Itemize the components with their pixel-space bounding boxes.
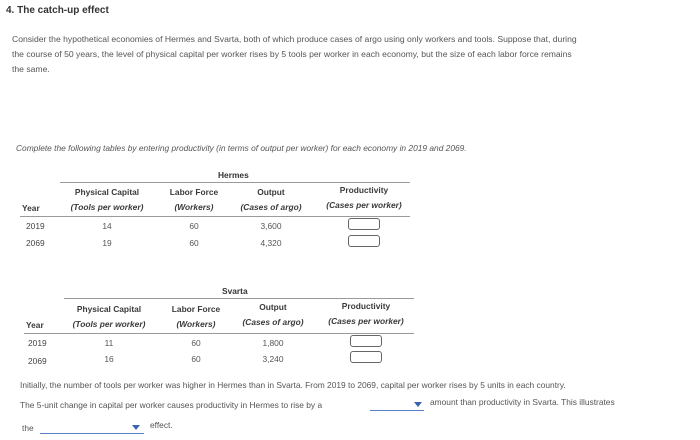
header-productivity: Productivity (Cases per worker) [328, 301, 404, 326]
question-line: effect. [150, 420, 173, 430]
output-cell: 4,320 [260, 238, 282, 248]
output-cell: 1,800 [262, 338, 284, 348]
header-capital: Physical Capital (Tools per worker) [70, 187, 144, 212]
intro-line: the same. [12, 64, 50, 74]
chevron-down-icon [414, 402, 422, 407]
productivity-input[interactable] [348, 235, 380, 247]
output-cell: 3,240 [262, 354, 284, 364]
table-rule [20, 216, 410, 217]
question-line: the [22, 423, 34, 433]
labor-cell: 60 [191, 354, 201, 364]
header-year: Year [26, 320, 44, 330]
question-line: amount than productivity in Svarta. This illustrates [430, 397, 615, 407]
year-cell: 2069 [28, 356, 47, 366]
table-rule [64, 298, 414, 299]
question-line: Initially, the number of tools per worker was higher in Hermes than in Svarta. From 2019 to 2069, capital per worker rises by 5 units in each country. [20, 380, 566, 390]
labor-cell: 60 [191, 338, 201, 348]
output-cell: 3,600 [260, 221, 282, 231]
instruction-text: Complete the following tables by entering productivity (in terms of output per worker) for each economy in 2019 and 2069. [16, 143, 467, 153]
header-labor: Labor Force (Workers) [171, 304, 221, 329]
year-cell: 2019 [28, 338, 47, 348]
intro-paragraph [12, 32, 672, 77]
productivity-input[interactable] [350, 351, 382, 363]
amount-dropdown[interactable] [370, 399, 424, 411]
effect-dropdown[interactable] [40, 422, 144, 434]
intro-line: the course of 50 years, the level of physical capital per worker rises by 5 tools per worker in each economy, but the size of each labor force remains [12, 49, 572, 59]
header-productivity: Productivity (Cases per worker) [326, 185, 402, 210]
header-year: Year [22, 203, 40, 213]
header-output: Output (Cases of argo) [240, 187, 302, 212]
chevron-down-icon [132, 425, 140, 430]
section-title: 4. The catch-up effect [6, 5, 109, 16]
question-line: The 5-unit change in capital per worker causes productivity in Hermes to rise by a [20, 400, 323, 410]
capital-cell: 19 [102, 238, 112, 248]
year-cell: 2069 [26, 238, 45, 248]
header-capital: Physical Capital (Tools per worker) [72, 304, 146, 329]
productivity-input[interactable] [348, 218, 380, 230]
productivity-input[interactable] [350, 335, 382, 347]
year-cell: 2019 [26, 221, 45, 231]
capital-cell: 11 [104, 338, 114, 348]
labor-cell: 60 [189, 221, 199, 231]
capital-cell: 16 [104, 354, 114, 364]
labor-cell: 60 [189, 238, 199, 248]
header-labor: Labor Force (Workers) [169, 187, 219, 212]
table-rule [24, 333, 414, 334]
header-output: Output (Cases of argo) [242, 302, 304, 327]
table-title: Hermes [218, 170, 249, 180]
table-rule [60, 182, 410, 183]
intro-line: Consider the hypothetical economies of Hermes and Svarta, both of which produce cases of argo using only workers and tools. Suppose that, during [12, 34, 577, 44]
table-title: Svarta [222, 286, 248, 296]
capital-cell: 14 [102, 221, 112, 231]
